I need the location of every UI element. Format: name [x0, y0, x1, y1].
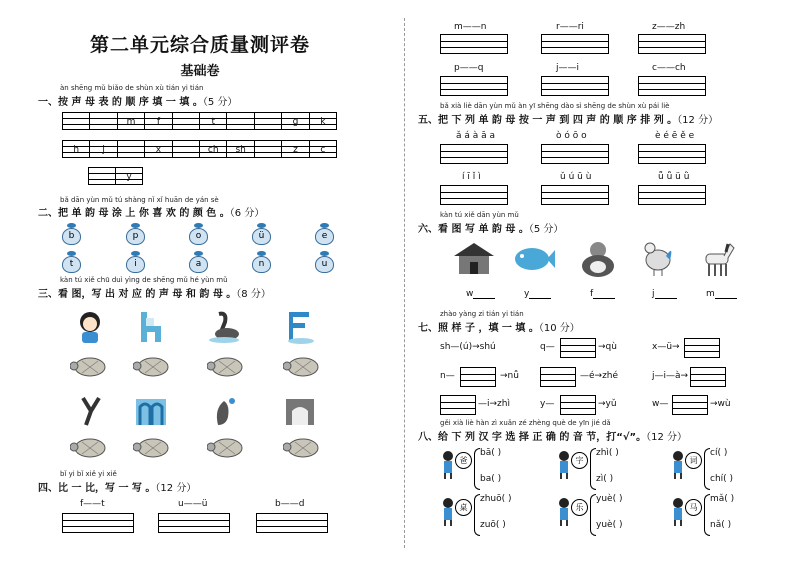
child-icon	[556, 497, 572, 527]
leaf-icon	[131, 251, 140, 256]
q1-cell: h	[62, 141, 90, 157]
pair-label: z——zh	[652, 22, 686, 32]
child-icon	[556, 450, 572, 480]
writing-box[interactable]	[541, 34, 609, 54]
syllable-option[interactable]: chí( )	[710, 474, 734, 484]
q1-cell: x	[145, 141, 172, 157]
turtle-icon[interactable]	[283, 355, 321, 377]
writing-box[interactable]	[541, 185, 609, 205]
q7-result: —i→zhì	[478, 399, 510, 409]
horse-icon	[700, 238, 736, 278]
tone-group: ǖ ǚ ü ǜ	[658, 172, 690, 182]
writing-box[interactable]	[440, 144, 508, 164]
q6-answer: m	[706, 289, 737, 299]
q1-row1	[62, 112, 337, 130]
writing-box[interactable]	[541, 144, 609, 164]
q1-cell[interactable]	[118, 141, 145, 157]
tone-group: ǔ ú ū ù	[560, 172, 592, 182]
rooster-icon	[640, 238, 676, 278]
pair-label: b——d	[275, 499, 305, 509]
flag-icon	[285, 310, 315, 344]
child-icon	[670, 450, 686, 480]
tone-group: ò ó ō o	[556, 131, 587, 141]
q1-cell: j	[90, 141, 117, 157]
leaf-icon	[194, 251, 203, 256]
pair-label: u——ü	[178, 499, 208, 509]
apple-t[interactable]: t	[62, 256, 81, 273]
q6-answer: j	[652, 289, 677, 299]
q1-cell: ch	[200, 141, 227, 157]
writing-box[interactable]	[560, 338, 596, 358]
turtle-icon[interactable]	[283, 436, 321, 458]
q1-cell[interactable]	[88, 168, 116, 184]
char-tag: 桌	[455, 499, 472, 516]
writing-box[interactable]	[541, 76, 609, 96]
answer-blank[interactable]	[593, 289, 615, 299]
apple-i[interactable]: i	[126, 256, 145, 273]
q7-result: →qù	[598, 342, 617, 352]
syllable-option[interactable]: zuō( )	[480, 520, 506, 530]
syllable-option[interactable]: zhuō( )	[480, 494, 512, 504]
q1-cell[interactable]	[62, 113, 90, 129]
q7-prefix: w—	[652, 399, 669, 409]
apple-u[interactable]: u	[315, 256, 334, 273]
leaf-icon	[67, 251, 76, 256]
leaf-icon	[320, 251, 329, 256]
syllable-option[interactable]: cí( )	[710, 448, 728, 458]
q6-answer: f	[590, 289, 615, 299]
q6-pinyin: kàn tú xiě dān yùn mǔ	[440, 211, 519, 219]
answer-blank[interactable]	[473, 289, 495, 299]
turtle-icon[interactable]	[70, 355, 108, 377]
writing-box[interactable]	[62, 513, 134, 533]
q7-result: →wù	[710, 399, 731, 409]
page-divider	[404, 18, 405, 548]
q6-answer: w	[466, 289, 495, 299]
q7-prefix: y—	[540, 399, 555, 409]
writing-box[interactable]	[690, 367, 726, 387]
writing-box[interactable]	[638, 144, 706, 164]
syllable-option[interactable]: yuè( )	[596, 494, 623, 504]
q1-cell: m	[118, 113, 145, 129]
q7-label: 七、照 样 子 ，填 一 填 。（10 分）	[418, 323, 580, 334]
writing-box[interactable]	[440, 76, 508, 96]
q1-cell: y	[116, 168, 143, 184]
seal-icon	[210, 395, 240, 427]
syllable-option[interactable]: ba( )	[480, 474, 502, 484]
q1-pinyin: àn shēng mǔ biǎo de shùn xù tián yi tián	[60, 84, 204, 92]
q7-prefix: j—i—à→	[652, 371, 689, 381]
writing-box[interactable]	[638, 185, 706, 205]
swan-icon	[207, 310, 241, 344]
char-tag: 字	[571, 452, 588, 469]
q1-cell: c	[310, 141, 337, 157]
q1-cell[interactable]	[173, 113, 200, 129]
q1-row3	[88, 167, 143, 185]
apple-o[interactable]: o	[189, 228, 208, 245]
leaf-icon	[194, 223, 203, 228]
writing-box[interactable]	[684, 338, 720, 358]
apple-b[interactable]: b	[62, 228, 81, 245]
leaf-icon	[131, 223, 140, 228]
fish-icon	[512, 244, 556, 274]
apple-u-umlaut[interactable]: ü	[252, 228, 271, 245]
q1-cell[interactable]	[90, 113, 117, 129]
q7-prefix: n—	[440, 371, 455, 381]
turtle-icon[interactable]	[133, 436, 171, 458]
writing-box[interactable]	[158, 513, 230, 533]
pair-label: j——i	[556, 63, 580, 73]
answer-blank[interactable]	[529, 289, 551, 299]
girl-icon	[74, 310, 106, 344]
q2-pinyin: bǎ dān yùn mǔ tú shàng nǐ xǐ huān de yán sè	[60, 196, 219, 204]
writing-box[interactable]	[440, 395, 476, 415]
turtle-icon[interactable]	[207, 436, 245, 458]
apple-a[interactable]: a	[189, 256, 208, 273]
char-tag: 马	[685, 499, 702, 516]
q7-example: sh—(ú)→shú	[440, 342, 496, 352]
q7-prefix: x—ü→	[652, 342, 680, 352]
leaf-icon	[320, 223, 329, 228]
arch-icon	[284, 395, 316, 427]
pair-label: r——ri	[556, 22, 584, 32]
leaf-icon	[257, 251, 266, 256]
char-tag: 词	[685, 452, 702, 469]
door-icon	[134, 395, 168, 427]
syllable-option[interactable]: bā( )	[480, 448, 502, 458]
apple-e[interactable]: e	[315, 228, 334, 245]
answer-blank[interactable]	[655, 289, 677, 299]
q3-label: 三、看 图，写 出 对 应 的 声 母 和 韵 母 。（8 分）	[38, 289, 271, 300]
q7-result: —é→zhé	[580, 371, 619, 381]
page-title: 第二单元综合质量测评卷	[89, 34, 310, 56]
q8-label: 八、给 下 列 汉 字 选 择 正 确 的 音 节，打“√”。（12 分）	[418, 432, 688, 443]
writing-box[interactable]	[638, 76, 706, 96]
writing-box[interactable]	[672, 395, 708, 415]
q1-cell: sh	[227, 141, 254, 157]
q6-label: 六、看 图 写 单 韵 母 。（5 分）	[418, 224, 564, 235]
writing-box[interactable]	[540, 367, 576, 387]
chair-icon	[137, 310, 165, 344]
q5-pinyin: bǎ xià liè dān yùn mǔ àn yī shēng dào sì shēng de shùn xù pái liè	[440, 102, 670, 110]
child-icon	[670, 497, 686, 527]
page-subtitle: 基础卷	[180, 64, 220, 79]
leaf-icon	[257, 223, 266, 228]
tone-group: è é ē ě e	[655, 131, 695, 141]
writing-box[interactable]	[460, 367, 496, 387]
syllable-option[interactable]: mǎ( )	[710, 494, 735, 504]
q1-cell: z	[282, 141, 309, 157]
letter-y-icon	[80, 395, 102, 427]
q1-row2	[62, 140, 337, 158]
writing-box[interactable]	[440, 34, 508, 54]
child-icon	[440, 497, 456, 527]
char-tag: 乐	[571, 499, 588, 516]
q1-cell[interactable]	[227, 113, 254, 129]
q2-label: 二、把 单 韵 母 涂 上 你 喜 欢 的 颜 色 。（6 分）	[38, 208, 265, 219]
q7-pinyin: zhào yàng zi tián yi tián	[440, 310, 524, 318]
writing-box[interactable]	[560, 395, 596, 415]
writing-box[interactable]	[638, 34, 706, 54]
buddha-icon	[578, 240, 618, 278]
q6-answer: y	[524, 289, 551, 299]
q1-cell[interactable]	[255, 141, 282, 157]
syllable-option[interactable]: yuè( )	[596, 520, 623, 530]
writing-box[interactable]	[440, 185, 508, 205]
q1-cell: k	[310, 113, 337, 129]
writing-box[interactable]	[256, 513, 328, 533]
pair-label: c——ch	[652, 63, 686, 73]
apple-n[interactable]: n	[252, 256, 271, 273]
tone-group: í ī ǐ ì	[462, 172, 481, 182]
q4-label: 四、比 一 比，写 一 写 。（12 分）	[38, 483, 197, 494]
syllable-option[interactable]: zì( )	[596, 474, 614, 484]
q8-pinyin: gěi xià liè hàn zì xuǎn zé zhèng què de yīn jié dǎ	[440, 419, 611, 427]
q1-cell[interactable]	[255, 113, 282, 129]
pair-label: p——q	[454, 63, 484, 73]
turtle-icon[interactable]	[207, 355, 245, 377]
q1-label: 一、按 声 母 表 的 顺 序 填 一 填 。（5 分）	[38, 97, 238, 108]
q4-pinyin: bǐ yi bǐ xiě yi xiě	[60, 470, 117, 478]
q1-cell: f	[145, 113, 172, 129]
q1-cell[interactable]	[173, 141, 200, 157]
answer-blank[interactable]	[715, 289, 737, 299]
pair-label: f——t	[80, 499, 105, 509]
syllable-option[interactable]: zhì( )	[596, 448, 619, 458]
apple-p[interactable]: p	[126, 228, 145, 245]
turtle-icon[interactable]	[133, 355, 171, 377]
child-icon	[440, 450, 456, 480]
pair-label: m——n	[454, 22, 487, 32]
house-icon	[452, 240, 496, 276]
syllable-option[interactable]: nǎ( )	[710, 520, 732, 530]
q7-result: →nǚ	[500, 371, 519, 381]
char-tag: 爸	[455, 452, 472, 469]
q7-prefix: q—	[540, 342, 555, 352]
q5-label: 五、把 下 列 单 韵 母 按 一 声 到 四 声 的 顺 序 排 列 。（12 分）	[418, 115, 719, 126]
turtle-icon[interactable]	[70, 436, 108, 458]
tone-group: ǎ á à ā a	[456, 131, 496, 141]
q1-cell: g	[282, 113, 309, 129]
q7-result: →yǔ	[598, 399, 617, 409]
q1-cell: t	[200, 113, 227, 129]
leaf-icon	[67, 223, 76, 228]
q3-pinyin: kàn tú xiě chū duì yìng de shēng mǔ hé yùn mǔ	[60, 276, 228, 284]
